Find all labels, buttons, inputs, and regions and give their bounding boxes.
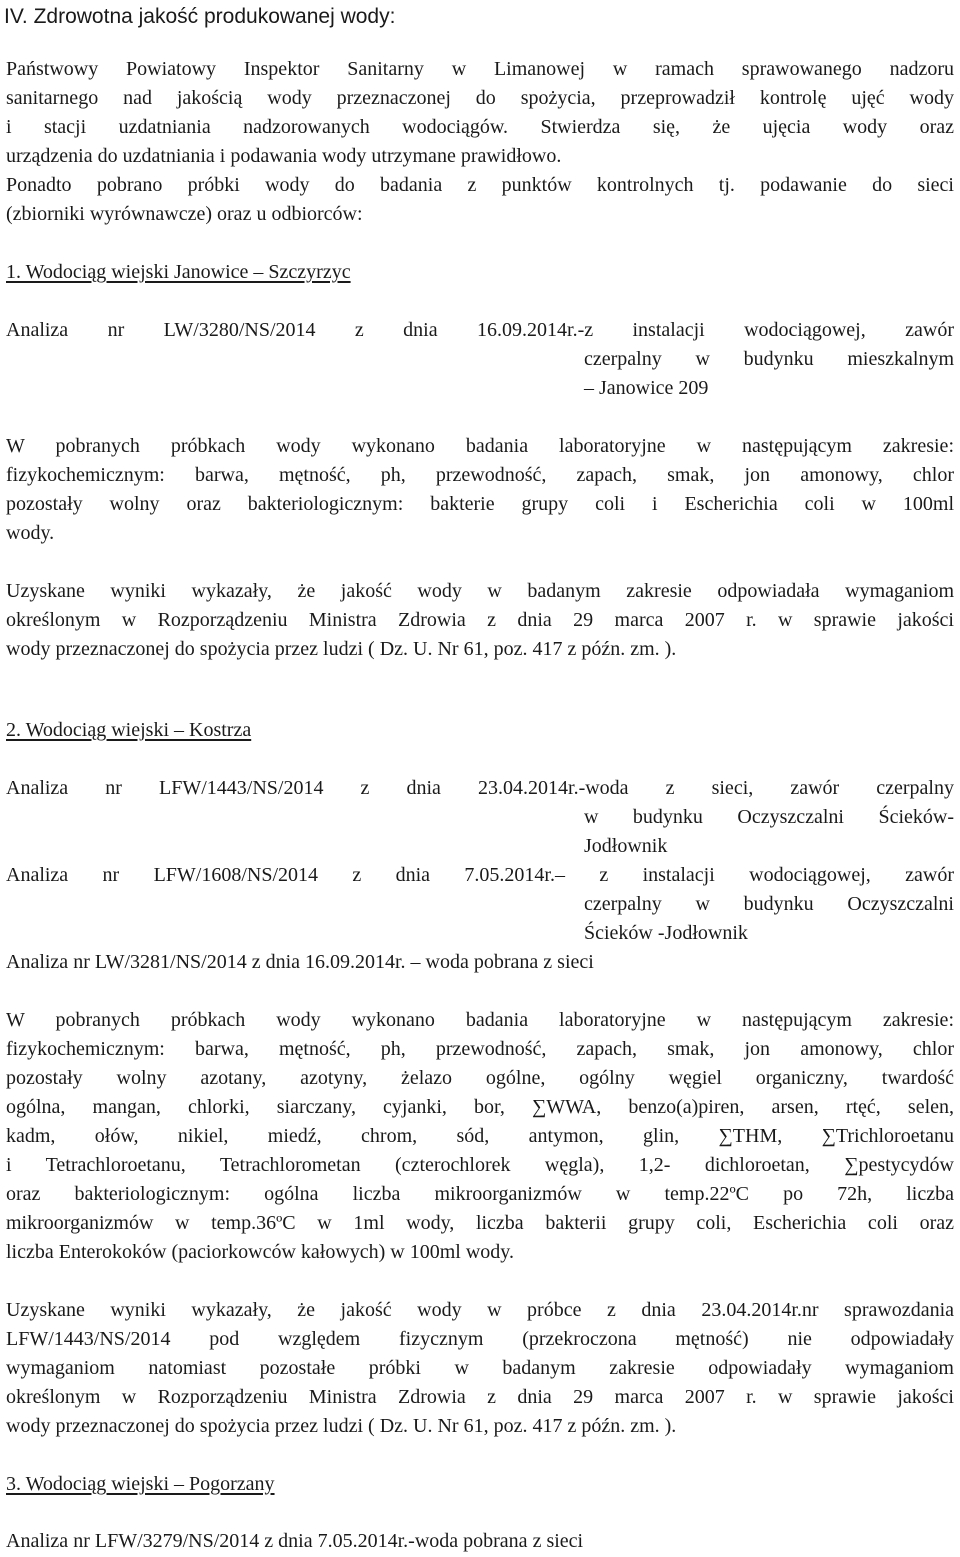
analysis-line: Ścieków -Jodłownik	[584, 922, 748, 944]
analysis-line: czerpalny w budynku mieszkalnym	[584, 348, 954, 370]
results-line: Uzyskane wyniki wykazały, że jakość wody w badanym zakresie odpowiadała wymaganiom	[6, 580, 954, 602]
tests-line: W pobranych próbkach wody wykonano badania laboratoryjne w następującym zakresie:	[6, 1009, 954, 1031]
tests-line: fizykochemicznym: barwa, mętność, ph, przewodność, zapach, smak, jon amonowy, chlor	[6, 1038, 954, 1060]
intro-line: i stacji uzdatniania nadzorowanych wodociągów. Stwierdza się, że ujęcia wody oraz	[6, 116, 954, 138]
analysis-line: czerpalny w budynku Oczyszczalni	[584, 893, 954, 915]
section1-title: 1. Wodociąg wiejski Janowice – Szczyrzyc	[6, 261, 351, 283]
results-line: określonym w Rozporządzeniu Ministra Zdrowia z dnia 29 marca 2007 r. w sprawie jakości	[6, 609, 954, 631]
tests-line: fizykochemicznym: barwa, mętność, ph, przewodność, zapach, smak, jon amonowy, chlor	[6, 464, 954, 486]
analysis-line: Analiza nr LW/3281/NS/2014 z dnia 16.09.2014r. – woda pobrana z sieci	[6, 951, 594, 973]
results-line: wymaganiom natomiast pozostałe próbki w badanym zakresie odpowiadały wymaganiom	[6, 1357, 954, 1379]
tests-line: oraz bakteriologicznym: ogólna liczba mikroorganizmów w temp.22ºC po 72h, liczba	[6, 1183, 954, 1205]
intro-line: urządzenia do uzdatniania i podawania wody utrzymane prawidłowo.	[6, 145, 562, 167]
analysis-line: – Janowice 209	[584, 377, 709, 399]
tests-line: i Tetrachloroetanu, Tetrachlorometan (czterochlorek węgla), 1,2- dichloroetan, ∑pestycydów	[6, 1154, 954, 1176]
intro-line: Ponadto pobrano próbki wody do badania z punktów kontrolnych tj. podawanie do sieci	[6, 174, 954, 196]
intro-line: sanitarnego nad jakością wody przeznaczonej do spożycia, przeprowadził kontrolę ujęć wody	[6, 87, 954, 109]
analysis-line: w budynku Oczyszczalni Ścieków-	[584, 806, 954, 828]
analysis-line: Jodłownik	[584, 835, 668, 857]
tests-line: wody.	[6, 522, 55, 544]
results-line: wody przeznaczonej do spożycia przez ludzi ( Dz. U. Nr 61, poz. 417 z późn. zm. ).	[6, 1415, 677, 1437]
tests-line: mikroorganizmów w temp.36ºC w 1ml wody, liczba bakterii grupy coli, Escherichia coli oraz	[6, 1212, 954, 1234]
results-line: wody przeznaczonej do spożycia przez ludzi ( Dz. U. Nr 61, poz. 417 z późn. zm. ).	[6, 638, 677, 660]
tests-line: pozostały wolny oraz bakteriologicznym: bakterie grupy coli i Escherichia coli w 100ml	[6, 493, 954, 515]
tests-line: pozostały wolny azotany, azotyny, żelazo ogólne, ogólny węgiel organiczny, twardość	[6, 1067, 954, 1089]
intro-line: (zbiorniki wyrównawcze) oraz u odbiorców:	[6, 203, 363, 225]
analysis-line: Analiza nr LW/3280/NS/2014 z dnia 16.09.2014r.-z instalacji wodociągowej, zawór	[6, 319, 954, 341]
tests-line: ogólna, mangan, chlorki, siarczany, cyjanki, bor, ∑WWA, benzo(a)piren, arsen, rtęć, selen,	[6, 1096, 954, 1118]
section3-title: 3. Wodociąg wiejski – Pogorzany	[6, 1473, 275, 1495]
results-line: Uzyskane wyniki wykazały, że jakość wody w próbce z dnia 23.04.2014r.nr sprawozdania	[6, 1299, 954, 1321]
tests-line: W pobranych próbkach wody wykonano badania laboratoryjne w następującym zakresie:	[6, 435, 954, 457]
tests-line: liczba Enterokoków (paciorkowców kałowych) w 100ml wody.	[6, 1241, 515, 1263]
analysis-line: Analiza nr LFW/3279/NS/2014 z dnia 7.05.2014r.-woda pobrana z sieci	[6, 1530, 584, 1552]
results-line: określonym w Rozporządzeniu Ministra Zdrowia z dnia 29 marca 2007 r. w sprawie jakości	[6, 1386, 954, 1408]
results-line: LFW/1443/NS/2014 pod względem fizycznym (przekroczona mętność) nie odpowiadały	[6, 1328, 954, 1350]
analysis-line: Analiza nr LFW/1443/NS/2014 z dnia 23.04.2014r.-woda z sieci, zawór czerpalny	[6, 777, 954, 799]
tests-line: kadm, ołów, nikiel, miedź, chrom, sód, antymon, glin, ∑THM, ∑Trichloroetanu	[6, 1125, 954, 1147]
section2-title: 2. Wodociąg wiejski – Kostrza	[6, 719, 252, 741]
section-heading: IV. Zdrowotna jakość produkowanej wody:	[4, 5, 396, 28]
intro-line: Państwowy Powiatowy Inspektor Sanitarny w Limanowej w ramach sprawowanego nadzoru	[6, 58, 954, 80]
analysis-line: Analiza nr LFW/1608/NS/2014 z dnia 7.05.2014r.– z instalacji wodociągowej, zawór	[6, 864, 954, 886]
